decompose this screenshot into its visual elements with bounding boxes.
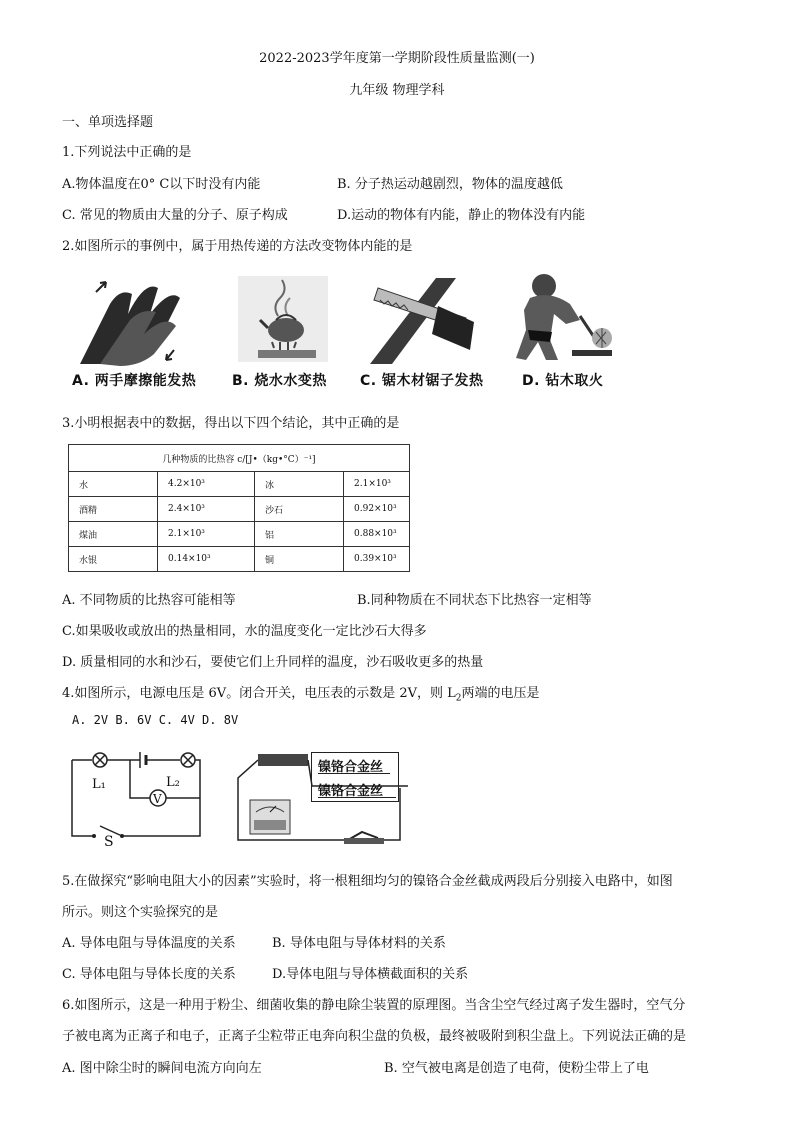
table-cell: 0.88×10³ <box>344 522 410 547</box>
table-cell: 2.1×10³ <box>344 472 410 497</box>
rubbing-hands-image <box>70 274 190 368</box>
q4-options: A. 2V B. 6V C. 4V D. 8V <box>72 713 239 727</box>
q6-option-a: A. 图中除尘时的瞬间电流方向向左 <box>62 1061 262 1076</box>
q3-option-a: A. 不同物质的比热容可能相等 <box>62 593 236 608</box>
lamp-l2-label: L₂ <box>166 775 180 790</box>
wire-top <box>318 773 390 774</box>
q5-option-d: D.导体电阻与导体横截面积的关系 <box>272 967 469 982</box>
q5-option-a: A. 导体电阻与导体温度的关系 <box>62 936 236 951</box>
saw-wood-image <box>370 268 482 366</box>
q2-stem: 2.如图所示的事例中，属于用热传递的方法改变物体内能的是 <box>62 239 413 254</box>
q1-option-a: A.物体温度在0° C以下时没有内能 <box>62 177 261 192</box>
voltmeter-label: V <box>153 792 162 806</box>
q3-option-d: D. 质量相同的水和沙石，要使它们上升同样的温度，沙石吸收更多的热量 <box>62 655 484 670</box>
q4-stem <box>62 682 540 704</box>
table-row <box>69 547 410 572</box>
q1-stem: 1.下列说法中正确的是 <box>62 145 192 160</box>
table-cell: 煤油 <box>69 522 158 547</box>
q1-option-c: C. 常见的物质由大量的分子、原子构成 <box>62 208 288 223</box>
q5-stem-line2: 所示。则这个实验探究的是 <box>62 905 219 920</box>
table-cell: 2.4×10³ <box>158 497 255 522</box>
series-circuit-diagram <box>62 746 212 846</box>
table-caption: 几种物质的比热容 c/[J•（kg•°C）⁻¹] <box>69 445 410 472</box>
exam-title: 2022-2023学年度第一学期阶段性质量监测(一) <box>259 51 535 66</box>
q3-option-c: C.如果吸收或放出的热量相同，水的温度变化一定比沙石大得多 <box>62 624 427 639</box>
table-cell: 2.1×10³ <box>158 522 255 547</box>
q3-stem: 3.小明根据表中的数据，得出以下四个结论，其中正确的是 <box>62 416 400 431</box>
table-cell: 酒精 <box>69 497 158 522</box>
table-cell: 铝 <box>255 522 344 547</box>
table-cell: 0.39×10³ <box>344 547 410 572</box>
specific-heat-table <box>68 444 410 572</box>
table-cell: 4.2×10³ <box>158 472 255 497</box>
q5-option-b: B. 导体电阻与导体材料的关系 <box>272 936 446 951</box>
q1-option-d: D.运动的物体有内能，静止的物体没有内能 <box>337 208 586 223</box>
table-cell: 水银 <box>69 547 158 572</box>
table-row <box>69 522 410 547</box>
q5-stem-line1: 5.在做探究“影响电阻大小的因素”实验时，将一根粗细均匀的镍铬合金丝截成两段后分别接入电路中，如图 <box>62 874 673 889</box>
q6-stem-line2: 子被电离为正离子和电子，正离子尘粒带正电奔向积尘盘的负极，最终被吸附到积尘盘上。下列说法正确的是 <box>62 1029 687 1044</box>
lamp-l1-label: L₁ <box>92 777 106 792</box>
drilling-wood-fire-image <box>510 270 620 364</box>
q1-option-b: B. 分子热运动越剧烈，物体的温度越低 <box>337 177 563 192</box>
table-row <box>69 497 410 522</box>
q4-stem-text: 4.如图所示，电源电压是 6V。闭合开关，电压表的示数是 2V，则 L <box>62 686 456 701</box>
table-cell: 水 <box>69 472 158 497</box>
table-cell: 0.92×10³ <box>344 497 410 522</box>
q6-option-b: B. 空气被电离是创造了电荷，使粉尘带上了电 <box>384 1061 649 1076</box>
table-cell: 0.14×10³ <box>158 547 255 572</box>
wire-label-bottom: 镍铬合金丝 <box>318 784 384 799</box>
kettle-on-stove-image <box>238 276 328 362</box>
q6-stem-line1: 6.如图所示，这是一种用于粉尘、细菌收集的静电除尘装置的原理图。当含尘空气经过离子发生器时，空气分 <box>62 998 686 1013</box>
q4-stem-tail: 两端的电压是 <box>461 686 540 701</box>
table-row <box>69 472 410 497</box>
exam-subtitle: 九年级 物理学科 <box>349 83 445 98</box>
table-cell: 沙石 <box>255 497 344 522</box>
q2-caption-d: D. 钻木取火 <box>522 373 604 389</box>
table-cell: 冰 <box>255 472 344 497</box>
switch-label: S <box>104 834 114 846</box>
section-heading: 一、单项选择题 <box>62 115 154 130</box>
q4-stem-subscript: 2 <box>455 693 462 704</box>
q2-caption-c: C. 锯木材锯子发热 <box>360 373 484 389</box>
q2-caption-a: A. 两手摩擦能发热 <box>72 373 197 389</box>
q2-caption-b: B. 烧水水变热 <box>232 373 327 389</box>
wire-bottom <box>318 797 396 798</box>
q3-option-b: B.同种物质在不同状态下比热容一定相等 <box>357 593 592 608</box>
table-cell: 铜 <box>255 547 344 572</box>
wire-label-top: 镍铬合金丝 <box>318 760 384 775</box>
q5-option-c: C. 导体电阻与导体长度的关系 <box>62 967 236 982</box>
